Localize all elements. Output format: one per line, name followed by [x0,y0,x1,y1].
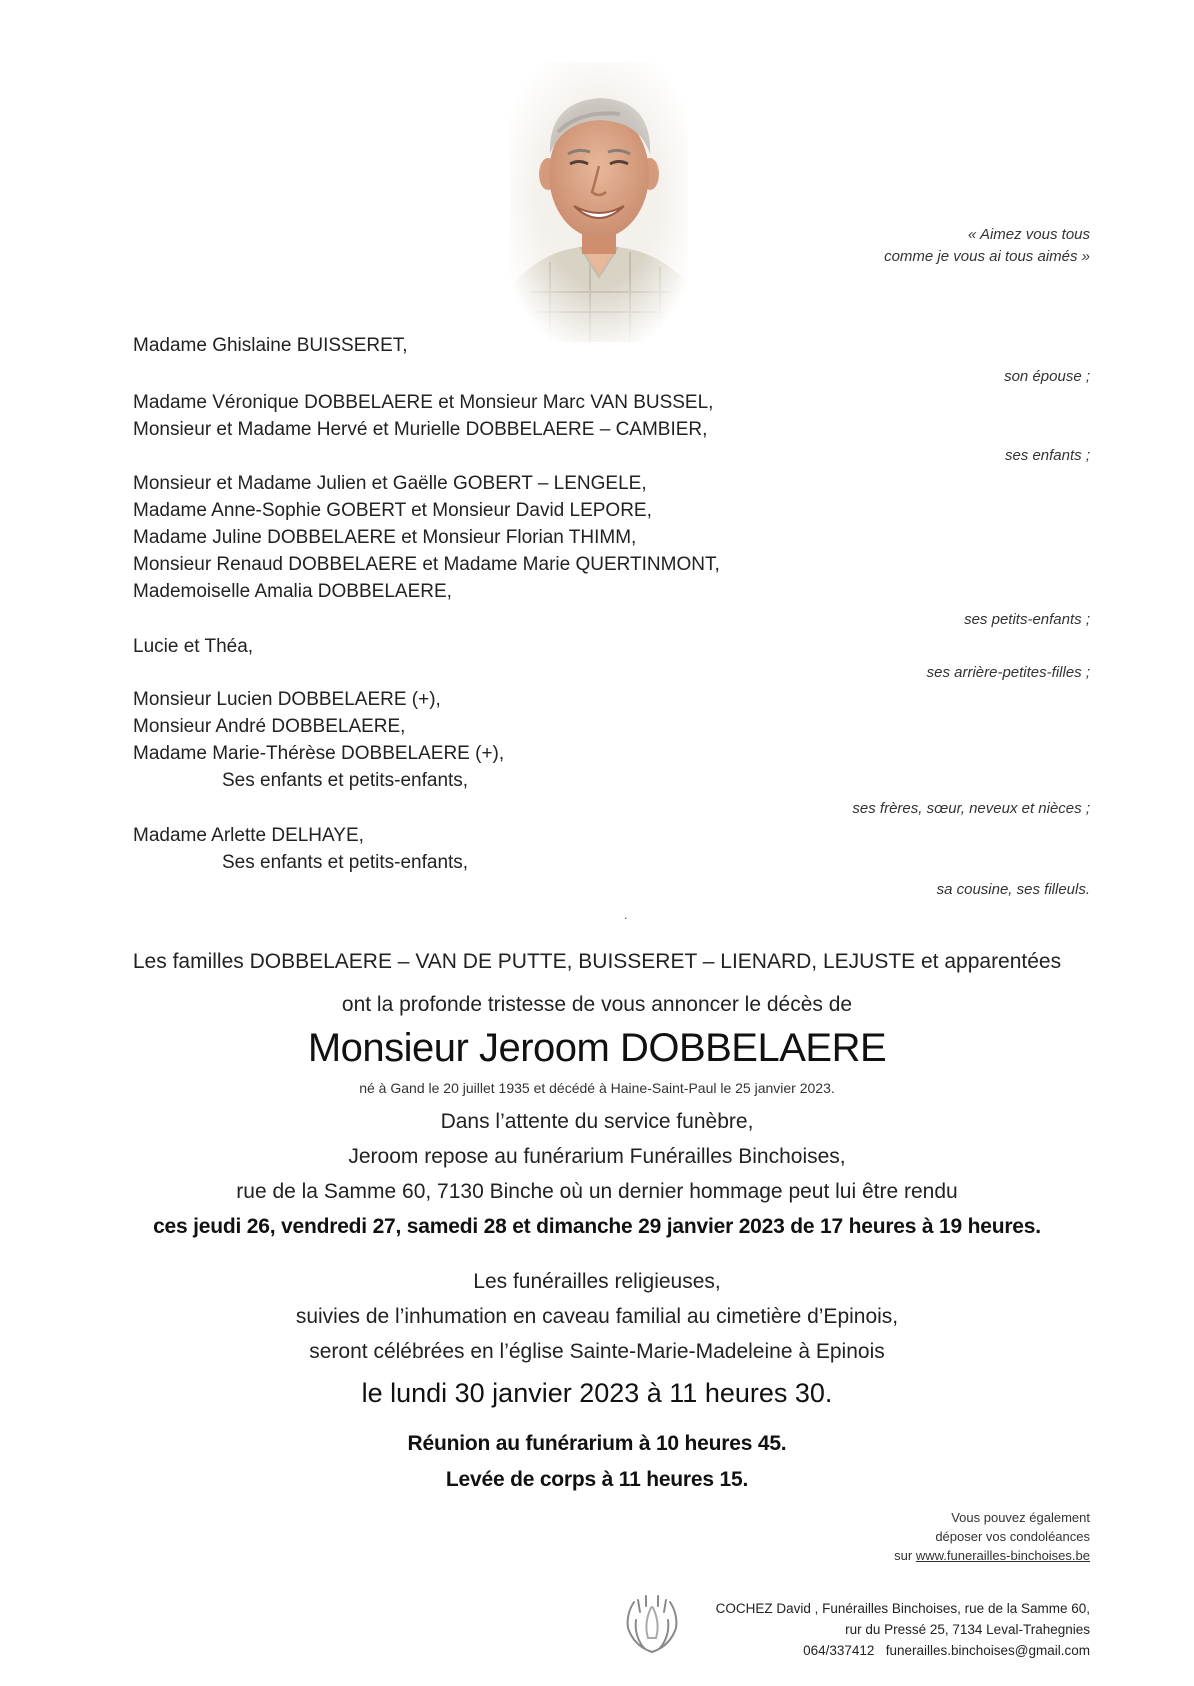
cousin-role: sa cousine, ses filleuls. [936,881,1090,898]
grandchild-name: Monsieur Renaud DOBBELAERE et Madame Marie QUERTINMONT, [133,554,720,575]
cousin-descendants: Ses enfants et petits-enfants, [222,852,469,873]
footer-line-1: COCHEZ David , Funérailles Binchoises, rue de la Samme 60, [715,1601,1090,1616]
grandchild-name: Madame Anne-Sophie GOBERT et Monsieur David LEPORE, [133,500,652,521]
condolences-line-2: déposer vos condoléances [935,1529,1090,1544]
funeral-home-logo-icon [614,1590,690,1660]
spouse-name: Madame Ghislaine BUISSERET, [133,335,408,356]
siblings-role: ses frères, sœur, neveux et nièces ; [852,800,1090,817]
families-line: Les familles DOBBELAERE – VAN DE PUTTE, BUISSERET – LIENARD, LEJUSTE et apparentées [132,950,1062,973]
footer-phone: 064/337412 [803,1643,875,1658]
deceased-name: Monsieur Jeroom DOBBELAERE [307,1026,887,1070]
funeral-line-1: Les funérailles religieuses, [473,1270,721,1293]
sibling-name: Monsieur André DOBBELAERE, [133,716,406,737]
condolences-line-3 [894,1546,1090,1565]
child-name: Monsieur et Madame Hervé et Murielle DOBBELAERE – CAMBIER, [133,419,708,440]
visitation-line-2: Jeroom repose au funérarium Funérailles Binchoises, [348,1145,846,1168]
condolences-link[interactable]: www.funerailles-binchoises.be [915,1548,1090,1563]
sibling-name: Monsieur Lucien DOBBELAERE (+), [133,689,441,710]
funeral-date: le lundi 30 janvier 2023 à 11 heures 30. [361,1378,833,1408]
sibling-name: Madame Marie-Thérèse DOBBELAERE (+), [133,743,505,764]
funeral-line-3: seront célébrées en l’église Sainte-Marie-Madeleine à Epinois [309,1340,885,1363]
great-grandchildren-role: ses arrière-petites-filles ; [926,664,1090,681]
cousin-name: Madame Arlette DELHAYE, [133,825,364,846]
child-name: Madame Véronique DOBBELAERE et Monsieur Marc VAN BUSSEL, [133,392,714,413]
footer-email[interactable]: funerailles.binchoises@gmail.com [885,1643,1090,1658]
grandchild-name: Mademoiselle Amalia DOBBELAERE, [133,581,452,602]
condolences-line-1: Vous pouvez également [951,1510,1090,1525]
funeral-line-2: suivies de l’inhumation en caveau familial au cimetière d’Epinois, [295,1305,899,1328]
quote-line-1: « Aimez vous tous [968,226,1090,243]
visitation-schedule: ces jeudi 26, vendredi 27, samedi 28 et dimanche 29 janvier 2023 de 17 heures à 19 heures. [153,1215,1041,1238]
condolences-note [894,1508,1090,1565]
visitation-line-1: Dans l’attente du service funèbre, [440,1110,754,1133]
separator-dot: . [624,908,628,922]
visitation-line-3: rue de la Samme 60, 7130 Binche où un dernier hommage peut lui être rendu [236,1180,958,1203]
grandchild-name: Monsieur et Madame Julien et Gaëlle GOBERT – LENGELE, [133,473,647,494]
condolences-prefix: sur [894,1548,916,1563]
great-grandchildren-names: Lucie et Théa, [133,636,254,657]
portrait-photo [510,62,688,342]
quote-line-2: comme je vous ai tous aimés » [884,248,1090,265]
siblings-descendants: Ses enfants et petits-enfants, [222,770,469,791]
grandchildren-role: ses petits-enfants ; [964,611,1090,628]
footer-line-3 [716,1640,1090,1661]
grandchild-name: Madame Juline DOBBELAERE et Monsieur Florian THIMM, [133,527,637,548]
body-departure: Levée de corps à 11 heures 15. [445,1468,749,1491]
announcement-intro: ont la profonde tristesse de vous annoncer le décès de [341,993,853,1016]
children-role: ses enfants ; [1004,447,1090,464]
birth-death-dates: né à Gand le 20 juillet 1935 et décédé à Haine-Saint-Paul le 25 janvier 2023. [359,1080,835,1096]
spouse-role: son épouse ; [1004,368,1090,385]
footer-contact [716,1598,1090,1661]
funerarium-meeting: Réunion au funérarium à 10 heures 45. [407,1432,787,1455]
footer-line-2: rur du Pressé 25, 7134 Leval-Trahegnies [845,1622,1090,1637]
